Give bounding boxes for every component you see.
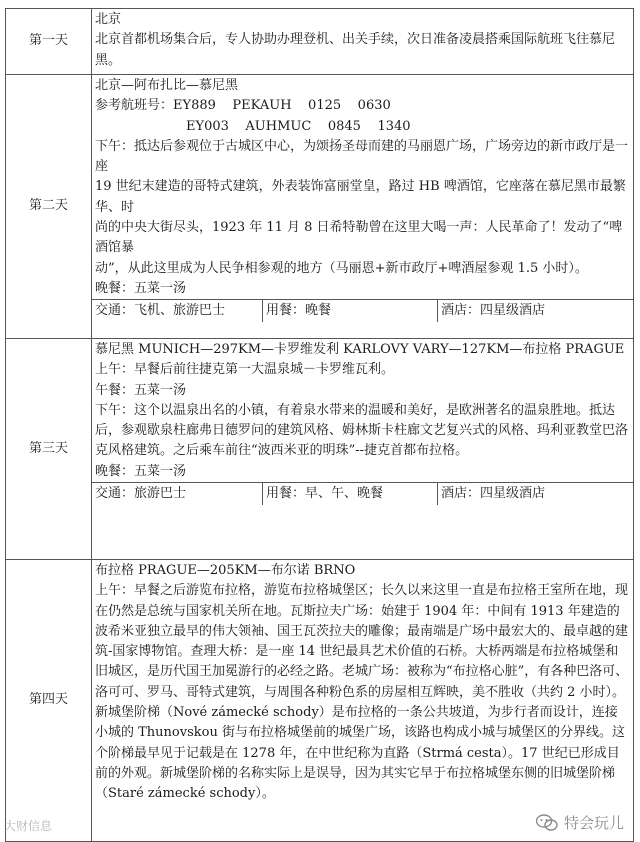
- watermark-left-text: 大财信息: [4, 819, 53, 833]
- day-text: 下午：抵达后参观位于古城区中心，为颂扬圣母而建的马丽恩广场，广场旁边的新市政厅是一座: [95, 138, 629, 175]
- itinerary-table: [5, 8, 634, 842]
- transport-cell: 交通：旅游巴士: [92, 483, 263, 505]
- transport-cell: 交通：飞机、旅游巴士: [92, 300, 263, 322]
- day-row: [6, 560, 634, 842]
- day-text: 下午：这个以温泉出名的小镇，有着泉水带来的温暖和美好，是欧洲著名的温泉胜地。抵达后，参观歇泉柱廊弗日德罗问的建筑风格、姆林斯卡柱廊文艺复兴式的风格、玛利亚教堂巴洛克风格建筑。之后乘车前往“波西米亚的明珠”--捷克首都布拉格。: [95, 402, 629, 459]
- day-summary-row: [92, 482, 633, 505]
- watermark-right-text: 特会玩儿: [563, 814, 624, 832]
- watermark-right: [532, 810, 628, 835]
- day-label: 第三天: [6, 339, 92, 560]
- day-label: 第一天: [6, 9, 92, 75]
- day-text: 上午：早餐之后游览布拉格，游览布拉格城堡区；长久以来这里一直是布拉格王室所在地，现在仍然是总统与国家机关所在地。瓦斯拉夫广场：始建于 1904 年：中间有 1913 年建造的波希米亚独立最早的伟大领袖、国王瓦茨拉夫的雕像；最南端是广场中最宏大的、最卓越的建筑-国家博物馆。查理大桥：是一座 14 世纪最具艺术价值的石桥。大桥两端是布拉格城堡和旧城区，是历代国王加冕游行的必经之路。老城广场：被称为“布拉格心脏”，有各种巴洛可、洛可可、罗马、哥特式建筑，与周围各种粉色系的房屋相互辉映，美不胜收（共约 2 小时）。新城堡阶梯（Nové zámecké schody）是布拉格的一条公共坡道，为步行者而设计，连接小城的 Thunovskou 街与布拉格城堡前的城堡广场，该路也构成小城与城堡区的分界线。这个阶梯最早见于记载是在 1278 年，在中世纪称为直路（Strmá cesta）。17 世纪已形成目前的外观。新城堡阶梯的名称实际上是误导，因为其实它早于布拉格城堡东侧的旧城堡阶梯（Staré zámecké schody）。: [95, 583, 629, 802]
- dinner-text: 晚餐：五菜一汤: [95, 463, 187, 479]
- flight-info: EY889 PEKAUH 0125 0630: [173, 98, 391, 114]
- day-text: 尚的中央大街尽头，1923 年 11 月 8 日希特勒曾在这里大喝一声：人民革命了！发动了“啤酒馆暴: [95, 220, 623, 256]
- route-title: 布拉格 PRAGUE—205KM—布尔诺 BRNO: [95, 563, 356, 578]
- hotel-cell: 酒店：四星级酒店: [441, 486, 546, 502]
- day-content: [92, 339, 634, 560]
- meals-cell: 用餐：晚餐: [263, 300, 438, 322]
- day-row: [6, 9, 634, 75]
- day-content: [92, 560, 634, 842]
- day-text: 北京首都机场集合后，专人协助办理登机、出关手续，次日准备凌晨搭乘国际航班飞往慕尼黑。: [95, 32, 616, 68]
- day-row: [6, 75, 634, 339]
- day-summary-row: [92, 299, 633, 322]
- day-text: 19 世纪末建造的哥特式建筑，外表装饰富丽堂皇，路过 HB 啤酒馆，它座落在慕尼黑市最繁华、时: [95, 179, 626, 215]
- hotel-cell: 酒店：四星级酒店: [441, 303, 546, 319]
- day-label: 第四天: [6, 560, 92, 842]
- watermark-left: [4, 817, 52, 834]
- day-text: 动”，从此这里成为人民争相参观的地方（马丽恩+新市政厅+啤酒屋参观 1.5 小时）。: [95, 260, 588, 276]
- flight-prefix: 参考航班号：: [95, 98, 174, 114]
- lunch-text: 午餐：五菜一汤: [95, 382, 187, 398]
- day-text: 上午：早餐后前往捷克第一大温泉城－卡罗维瓦利。: [95, 362, 395, 378]
- day-content: [92, 9, 634, 75]
- day-label: 第二天: [6, 75, 92, 339]
- flight-line: EY003 AUHMUC 0845 1340: [186, 118, 411, 134]
- day-row: [6, 339, 634, 560]
- day-content: [92, 75, 634, 339]
- route-title: 慕尼黑 MUNICH—297KM—卡罗维发利 KARLOVY VARY—127KM—布拉格 PRAGUE: [95, 342, 625, 357]
- wechat-icon: [536, 814, 558, 832]
- meals-cell: 用餐：早、午、晚餐: [263, 483, 438, 505]
- flight-line: [95, 96, 630, 116]
- route-title: 北京—阿布扎比—慕尼黑: [95, 78, 239, 93]
- route-title: 北京: [95, 12, 122, 27]
- dinner-text: 晚餐：五菜一汤: [95, 280, 187, 296]
